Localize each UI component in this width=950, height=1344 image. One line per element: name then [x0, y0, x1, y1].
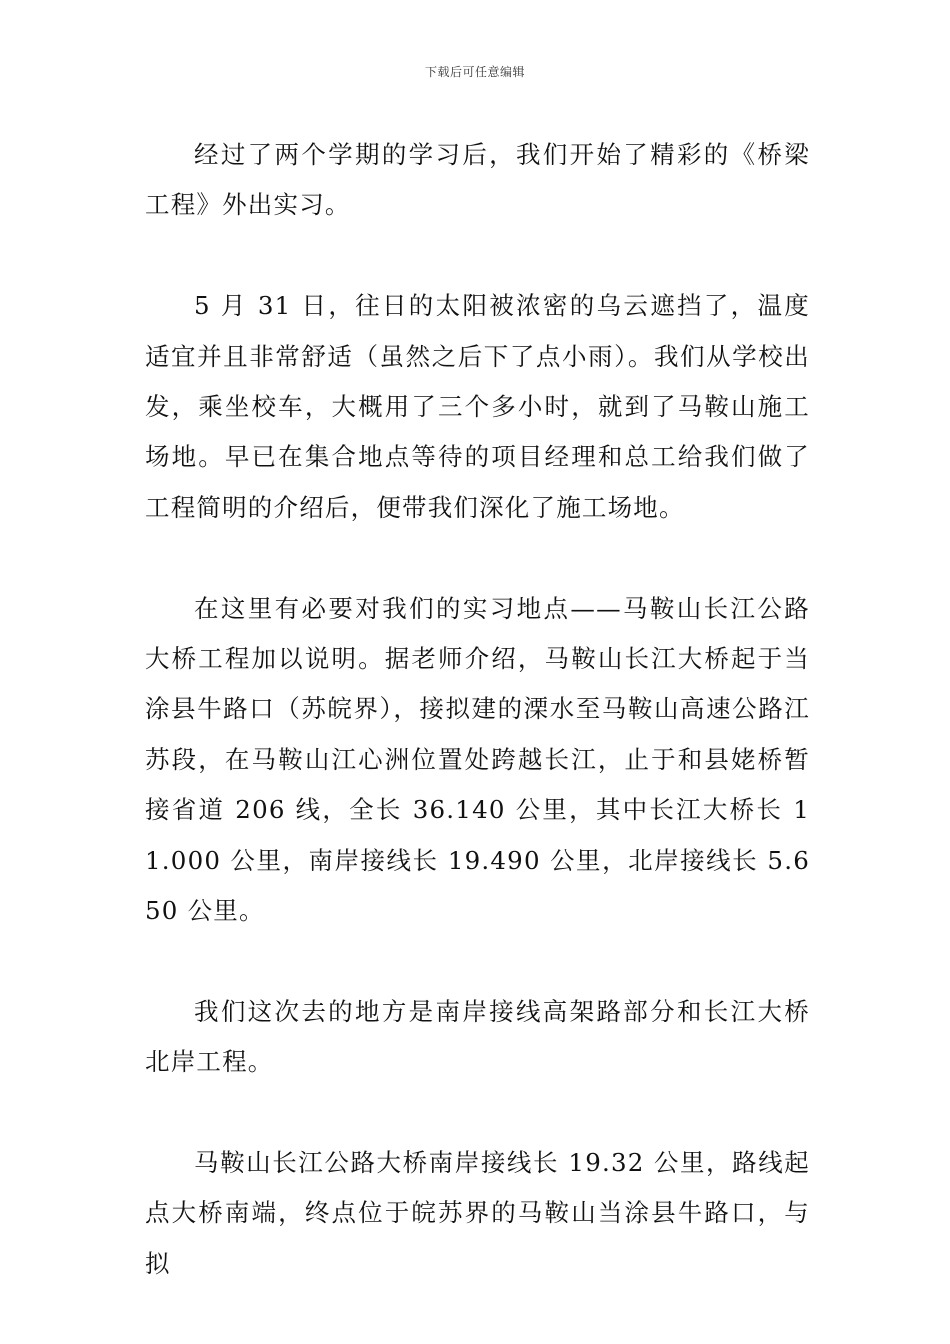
- paragraph-south-approach: 马鞍山长江公路大桥南岸接线长 19.32 公里，路线起点大桥南端，终点位于皖苏界的马鞍山当涂县牛路口，与拟: [145, 1148, 810, 1278]
- header-note: 下载后可任意编辑: [424, 65, 525, 79]
- paragraph-site-description: 在这里有必要对我们的实习地点——马鞍山长江公路大桥工程加以说明。据老师介绍，马鞍山长江大桥起于当涂县牛路口（苏皖界），接拟建的溧水至马鞍山高速公路江苏段，在马鞍山江心洲位置处跨越长江，止于和县姥桥暂接省道 206 线，全长 36.140 公里，其中长江大桥长 11.000 公里，南岸接线长 19.490 公里，北岸接线长 5.650 公里。: [145, 593, 810, 926]
- paragraph-intro: 经过了两个学期的学习后，我们开始了精彩的《桥梁工程》外出实习。: [145, 140, 810, 220]
- paragraph-destination: 我们这次去的地方是南岸接线高架路部分和长江大桥北岸工程。: [145, 996, 810, 1077]
- paragraph-trip: 5 月 31 日，往日的太阳被浓密的乌云遮挡了，温度适宜并且非常舒适（虽然之后下了点小雨）。我们从学校出发，乘坐校车，大概用了三个多小时，就到了马鞍山施工场地。早已在集合地点等待的项目经理和总工给我们做了工程简明的介绍后，便带我们深化了施工场地。: [145, 291, 810, 522]
- document-body: [145, 130, 810, 1340]
